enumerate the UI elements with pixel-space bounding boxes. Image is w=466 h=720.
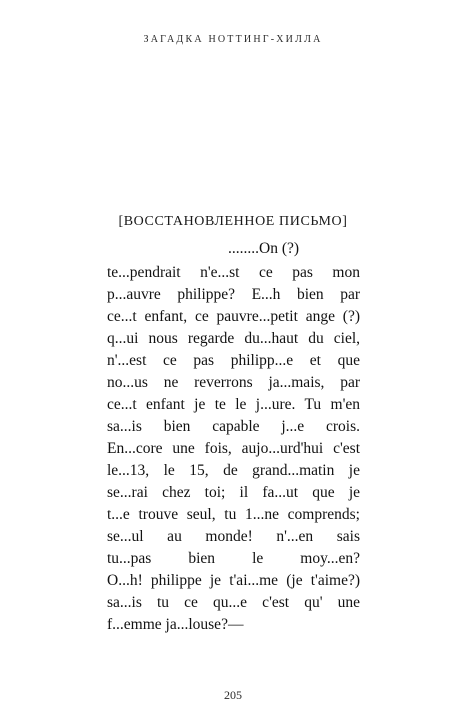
letter-line: sa...is tu ce qu...e c'est qu' une	[107, 594, 360, 611]
letter-line: p...auvre philippe? E...h bien par	[107, 286, 360, 303]
letter-line: f...emme ja...louse?—	[107, 616, 244, 633]
letter-line: O...h! philippe je t'ai...me (je t'aime?)	[107, 572, 360, 589]
letter-line: tu...pas bien le moy...en?	[107, 550, 360, 567]
letter-line: n'...est ce pas philipp...e et que	[107, 352, 360, 369]
letter-body	[107, 262, 360, 636]
page-number: 205	[224, 688, 242, 702]
letter-line: le...13, le 15, de grand...matin je	[107, 462, 360, 479]
running-header: ЗАГАДКА НОТТИНГ-ХИЛЛА	[143, 34, 323, 45]
letter-line: sa...is bien capable j...e crois.	[107, 418, 360, 435]
letter-line: q...ui nous regarde du...haut du ciel,	[107, 330, 360, 347]
letter-line: no...us ne reverrons ja...mais, par	[107, 374, 360, 391]
letter-line: En...core une fois, aujo...urd'hui c'est	[107, 440, 360, 457]
letter-line: se...rai chez toi; il fa...ut que je	[107, 484, 360, 501]
letter-line: ce...t enfant, ce pauvre...petit ange (?)	[107, 308, 360, 325]
letter-line: te...pendrait n'e...st ce pas mon	[107, 264, 360, 281]
letter-opening: ........On (?)	[228, 240, 300, 257]
letter-line: se...ul au monde! n'...en sais	[107, 528, 360, 545]
section-heading: [ВОССТАНОВЛЕННОЕ ПИСЬМО]	[118, 214, 348, 229]
letter-line: t...e trouve seul, tu 1...ne comprends;	[107, 506, 360, 523]
letter-line: ce...t enfant je te le j...ure. Tu m'en	[107, 396, 360, 413]
